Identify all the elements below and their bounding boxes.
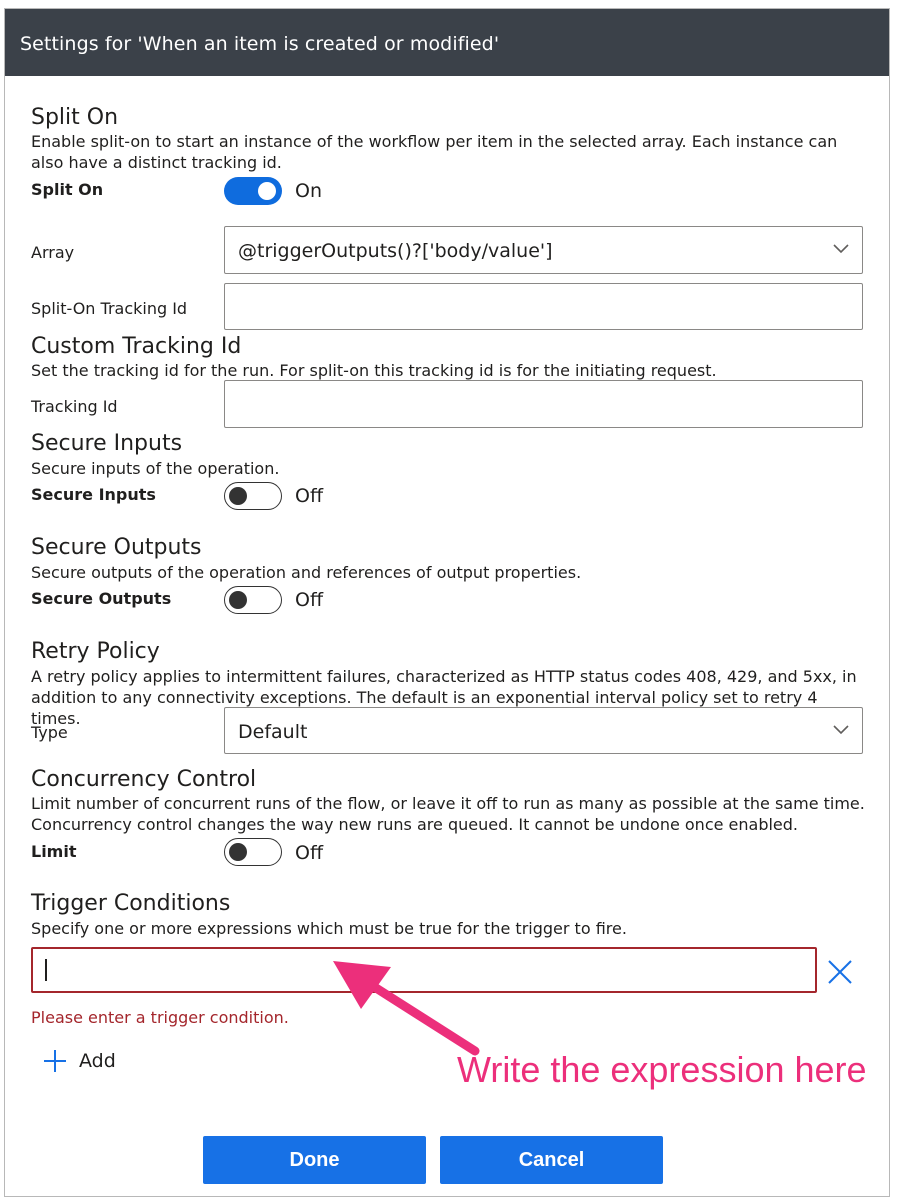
add-condition-label: Add	[79, 1050, 116, 1072]
close-icon[interactable]	[827, 959, 853, 985]
tracking-id-label: Tracking Id	[31, 397, 118, 416]
split-on-toggle-label: Split On	[31, 180, 104, 199]
annotation-text: Write the expression here	[457, 1049, 867, 1090]
secure-outputs-toggle[interactable]	[224, 586, 282, 614]
concurrency-toggle-state: Off	[295, 842, 324, 864]
split-on-toggle[interactable]	[224, 177, 282, 205]
toggle-knob	[229, 843, 247, 861]
trigger-conditions-title: Trigger Conditions	[31, 891, 231, 916]
retry-type-value: Default	[238, 721, 308, 743]
array-dropdown[interactable]	[224, 226, 863, 274]
toggle-knob	[258, 182, 276, 200]
trigger-conditions-description: Specify one or more expressions which must be true for the trigger to fire.	[31, 919, 627, 938]
chevron-down-icon	[832, 723, 850, 735]
toggle-knob	[229, 487, 247, 505]
retry-type-label: Type	[31, 723, 68, 742]
add-condition-button[interactable]	[43, 1047, 143, 1077]
concurrency-toggle[interactable]	[224, 838, 282, 866]
array-label: Array	[31, 243, 75, 262]
panel-header	[5, 9, 889, 76]
cancel-button[interactable]: Cancel	[440, 1136, 663, 1184]
secure-inputs-toggle-state: Off	[295, 485, 324, 507]
secure-inputs-title: Secure Inputs	[31, 431, 183, 456]
custom-tracking-title: Custom Tracking Id	[31, 334, 242, 359]
array-value: @triggerOutputs()?['body/value']	[238, 240, 553, 262]
plus-icon	[43, 1049, 67, 1073]
panel-title: Settings for 'When an item is created or modified'	[20, 33, 500, 55]
secure-inputs-toggle-label: Secure Inputs	[31, 485, 156, 504]
concurrency-title: Concurrency Control	[31, 767, 257, 792]
text-caret	[45, 959, 47, 981]
tracking-id-input[interactable]	[224, 380, 863, 428]
settings-panel	[4, 8, 890, 1197]
chevron-down-icon	[832, 242, 850, 254]
secure-outputs-title: Secure Outputs	[31, 535, 202, 560]
concurrency-description: Limit number of concurrent runs of the flow, or leave it off to run as many as possible at the same time. Concurrency control changes the way new runs are queued. It cannot be undone once enabled.	[31, 794, 865, 834]
split-on-title: Split On	[31, 105, 119, 130]
concurrency-toggle-label: Limit	[31, 842, 77, 861]
retry-policy-description: A retry policy applies to intermittent failures, characterized as HTTP status codes 408, 429, and 5xx, in addition to any connectivity exceptions. The default is an exponential interval policy set to retry 4 times.	[31, 667, 857, 728]
secure-inputs-toggle[interactable]	[224, 482, 282, 510]
secure-outputs-description: Secure outputs of the operation and references of output properties.	[31, 563, 582, 582]
retry-policy-title: Retry Policy	[31, 639, 160, 664]
secure-outputs-toggle-state: Off	[295, 589, 324, 611]
split-on-toggle-state: On	[295, 180, 322, 202]
split-on-description: Enable split-on to start an instance of the workflow per item in the selected array. Each instance can also have a distinct tracking id.	[31, 132, 838, 172]
retry-type-dropdown[interactable]	[224, 707, 863, 754]
split-on-tracking-input[interactable]	[224, 283, 863, 330]
custom-tracking-description: Set the tracking id for the run. For split-on this tracking id is for the initiating request.	[31, 361, 717, 380]
secure-outputs-toggle-label: Secure Outputs	[31, 589, 172, 608]
toggle-knob	[229, 591, 247, 609]
split-on-tracking-label: Split-On Tracking Id	[31, 299, 188, 318]
done-button[interactable]: Done	[203, 1136, 426, 1184]
trigger-condition-error: Please enter a trigger condition.	[31, 1008, 289, 1027]
secure-inputs-description: Secure inputs of the operation.	[31, 459, 280, 478]
